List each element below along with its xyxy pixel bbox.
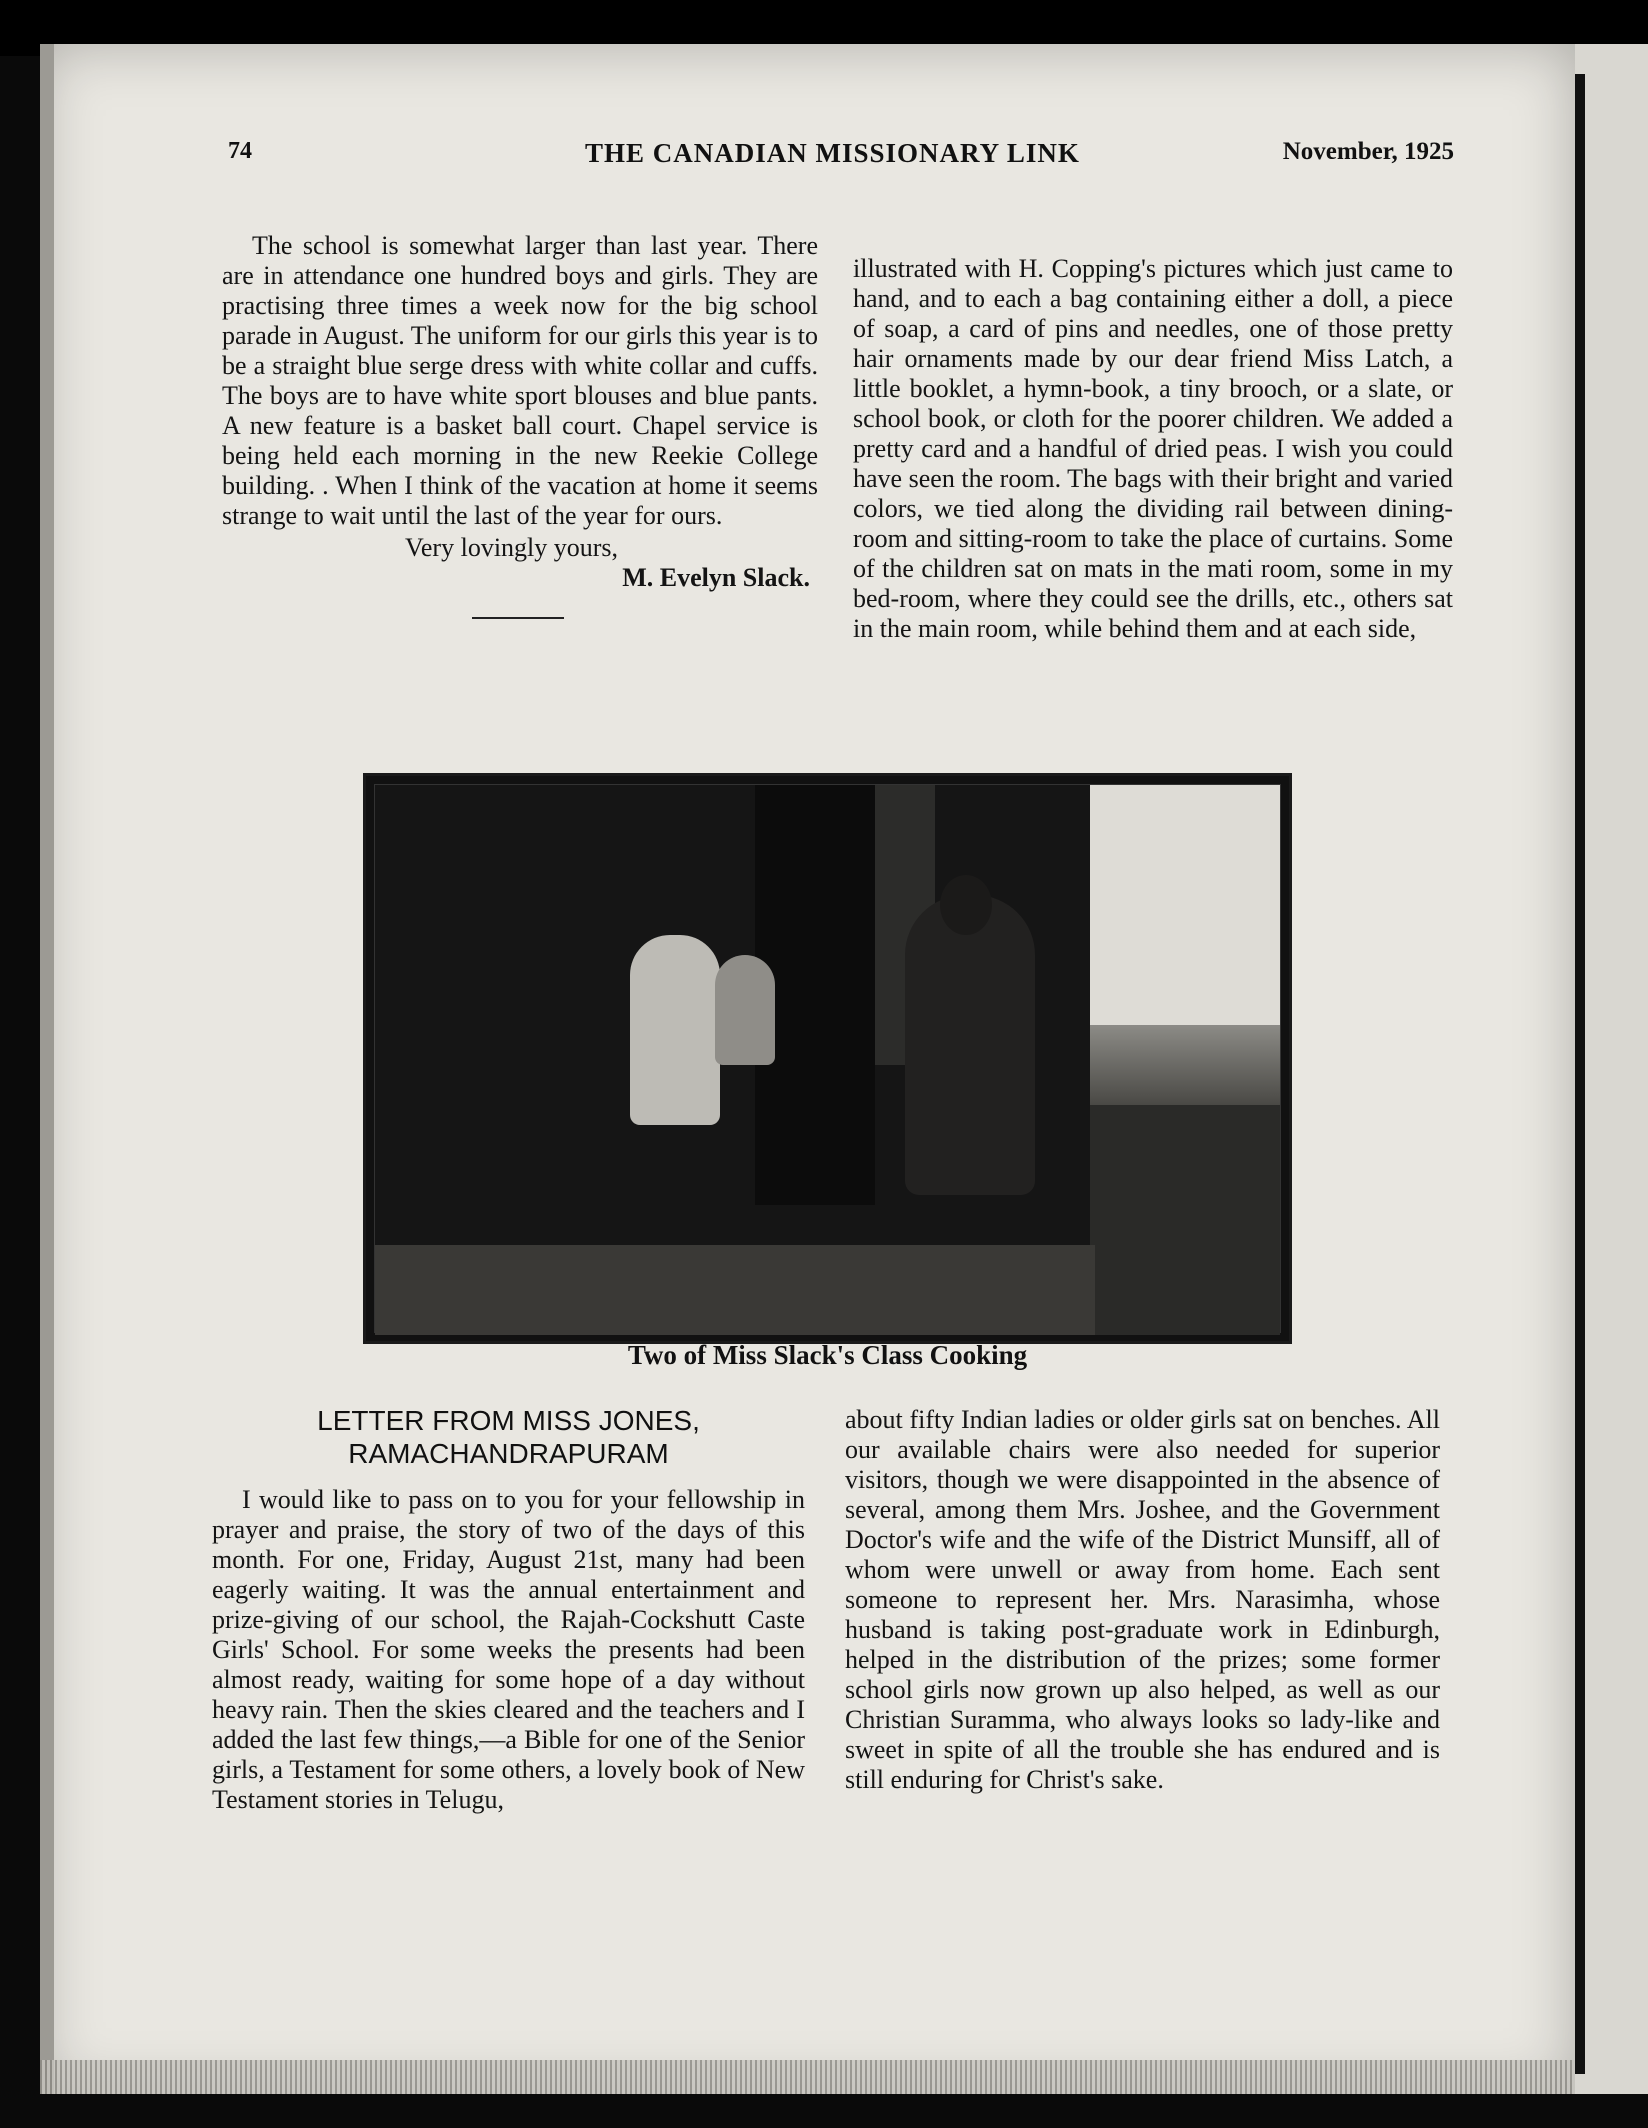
photo-scene [374,784,1281,1333]
valediction: Very lovingly yours, [405,533,619,562]
section-divider [472,617,564,619]
scan-right-border [1575,44,1648,2094]
right-top-column [853,254,1453,644]
gifts-paragraph: illustrated with H. Copping's pictures which just came to hand, and to each a bag containing either a doll, a piece of soap, a card of pins and needles, one of those pretty hair ornaments made by our dear friend Miss Latch, a little booklet, a hymn-book, a tiny brooch, or a slate, or school book, or cloth for the poorer children. We added a pretty card and a handful of dried peas. I wish you could have seen the room. The bags with their bright and varied colors, we tied along the dividing rail between dining-room and sitting-room to take the place of curtains. Some of the children sat on mats in the mati room, some in my bed-room, where they could see the drills, etc., others sat in the main room, while behind them and at each side, [853,254,1453,643]
page-bottom-edge [40,2060,1575,2094]
photo-girl-left-arm [715,955,775,1065]
photo-girl-right-head [940,875,992,935]
issue-date: November, 1925 [1282,138,1454,165]
headline-line-1: LETTER FROM MISS JONES, [317,1405,700,1436]
running-header [180,134,1454,174]
photo-floor [375,1245,1095,1335]
article-paragraph-right: about fifty Indian ladies or older girls sat on benches. All our available chairs were also needed for superior visitors, though we were disappointed in the absence of several, among them Mrs. Joshee, and the Government Doctor's wife and the wife of the District Munsiff, all of whom were unwell or away from home. Each sent someone to represent her. Mrs. Narasimha, whose husband is taking post-graduate work in Edinburgh, helped in the distribution of the prizes; some former school girls now grown up also helped, as well as our Christian Suramma, who always looks so lady-like and sweet in spite of all the trouble she has endured and is still enduring for Christ's sake. [845,1405,1440,1794]
article-paragraph-left: I would like to pass on to you for your fellowship in prayer and praise, the story of two of the days of this month. For one, Friday, August 21st, many had been eagerly waiting. It was the annual entertainment and prize-giving of our school, the Rajah-Cockshutt Caste Girls' School. For some weeks the presents had been almost ready, waiting for some hope of a day without heavy rain. Then the skies cleared and the teachers and I added the last few things,—a Bible for one of the Senior girls, a Testament for some others, a lovely book of New Testament stories in Telugu, [212,1485,805,1814]
article-headline [212,1404,805,1470]
scan-edge-bar [1575,74,1585,2074]
article-left-column [212,1485,805,1815]
signature: M. Evelyn Slack. [622,563,810,592]
page-number: 74 [228,138,252,164]
article-right-column [845,1405,1440,1795]
photo-caption: Two of Miss Slack's Class Cooking [627,1340,1028,1370]
photo-water [1090,1025,1280,1105]
photo-girl-right [905,895,1035,1195]
page-left-edge [40,44,54,2094]
school-paragraph: The school is somewhat larger than last year. There are in attendance one hundred boys and girls. They are practising three times a week now for the big school parade in August. The uniform for our girls this year is to be a straight blue serge dress with white collar and cuffs. The boys are to have white sport blouses and blue pants. A new feature is a basket ball court. Chapel service is being held each morning in the new Reekie College building. . When I think of the vacation at home it seems strange to wait until the last of the year for ours. [222,231,818,530]
photo-shore [1090,1105,1280,1335]
class-cooking-photo [363,773,1292,1344]
photo-girl-left [630,935,720,1125]
headline-line-2: RAMACHANDRAPURAM [348,1438,669,1469]
left-top-column [222,231,818,619]
photo-sky [1090,785,1280,1025]
publication-title: THE CANADIAN MISSIONARY LINK [585,138,1080,168]
letter-closing [222,533,818,593]
